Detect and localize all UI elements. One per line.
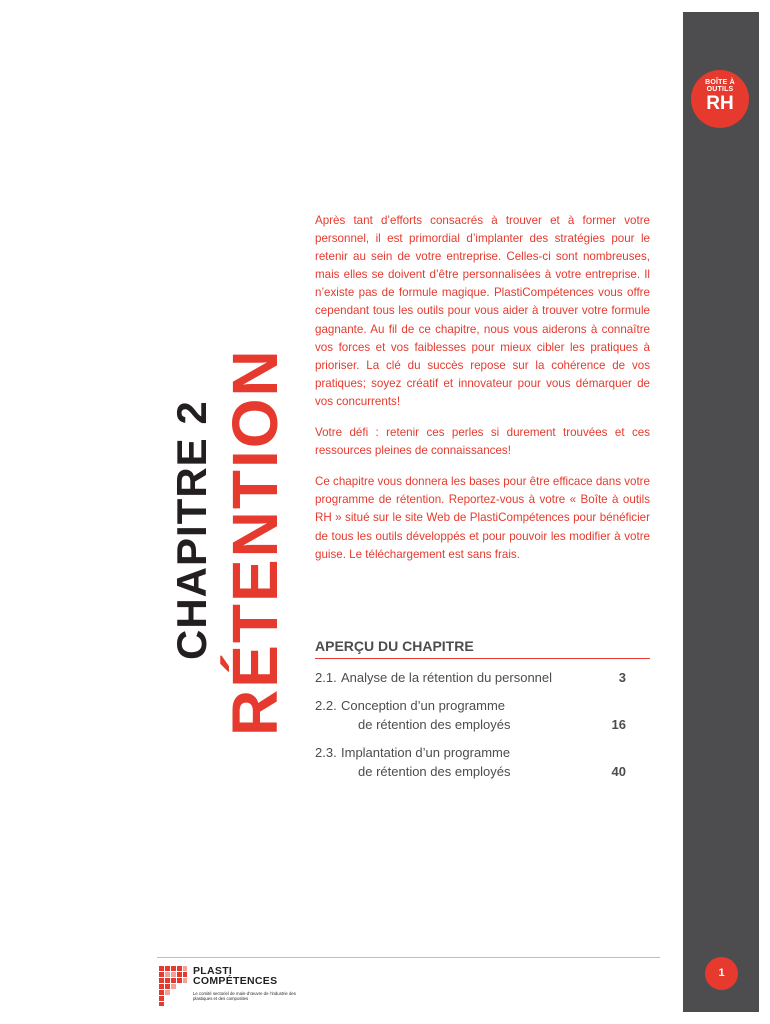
toc-item-number: 2.1. <box>315 670 337 685</box>
logo-line2: COMPÉTENCES <box>193 975 278 987</box>
logo-line1: PLASTI <box>193 965 233 977</box>
toc-item-number: 2.2. <box>315 698 337 713</box>
chapter-label: CHAPITRE 2 <box>168 400 215 660</box>
badge-line2: OUTILS <box>706 86 734 93</box>
toc-item-title <box>341 668 552 687</box>
chapter-overview <box>315 636 650 781</box>
toc-item-page: 40 <box>611 764 626 779</box>
badge-rh: RH <box>706 93 734 114</box>
toc-item-page: 16 <box>611 717 626 732</box>
badge-line1: BOÎTE À <box>705 79 735 86</box>
toc-item[interactable] <box>315 696 650 734</box>
page-number-badge: 1 <box>705 957 738 990</box>
toolbox-rh-badge <box>691 70 749 128</box>
intro-paragraph: Après tant d’efforts consacrés à trouver et à former votre personnel, il est primordial d’implanter des stratégies pour le retenir au sein de votre entreprise. Celles-ci sont nombreuses, mais elles se doivent d’être personnalisées à votre entreprise. Il n’existe pas de formule magique. PlastiCompétences vous offre cependant tous les outils pour vous aider à trouver votre formule gagnante. Au fil de ce chapitre, nous vous aiderons à connaître vos forces et vos faiblesses pour mieux cibler les pratiques à prioriser. La clé du succès repose sur la cohérence de vos pratiques; soyez créatif et innovateur pour vous démarquer de vos concurrents! <box>315 214 650 408</box>
toc-item-title <box>341 696 510 734</box>
intro-text <box>315 212 650 577</box>
logo-name <box>193 966 277 986</box>
intro-paragraph: Votre défi : retenir ces perles si durement trouvées et ces ressources pleines de connaissances! <box>315 426 650 458</box>
side-bar <box>683 12 759 1012</box>
toc-item-line2: de rétention des employés <box>358 764 511 779</box>
toc-item-line1: Conception d’un programme <box>341 698 506 713</box>
chapter-title: RÉTENTION <box>219 348 291 736</box>
toc-item-line1: Implantation d’un programme <box>341 745 511 760</box>
toc-item-line1: Analyse de la rétention du personnel <box>341 670 553 685</box>
footer-divider <box>157 957 660 958</box>
toc-item-number: 2.3. <box>315 745 337 760</box>
toc-item-line2: de rétention des employés <box>358 717 511 732</box>
logo-tagline: Le comité sectoriel de main-d’œuvre de l’industrie des plastiques et des composites <box>193 991 296 1001</box>
toc-item-page: 3 <box>618 670 626 685</box>
toc-heading: APERÇU DU CHAPITRE <box>315 636 650 659</box>
intro-paragraph: Ce chapitre vous donnera les bases pour être efficace dans votre programme de rétention. Reportez-vous à votre « Boîte à outils RH » situé sur le site Web de PlastiCompétences pour bénéficier de tous les outils développés et pour pouvoir les modifier à votre guise. Le téléchargement est sans frais. <box>315 475 650 561</box>
toc-item[interactable] <box>315 668 650 687</box>
toc-item-title <box>341 743 510 781</box>
toc-item[interactable] <box>315 743 650 781</box>
plasticompetences-logo-icon <box>158 965 188 1007</box>
